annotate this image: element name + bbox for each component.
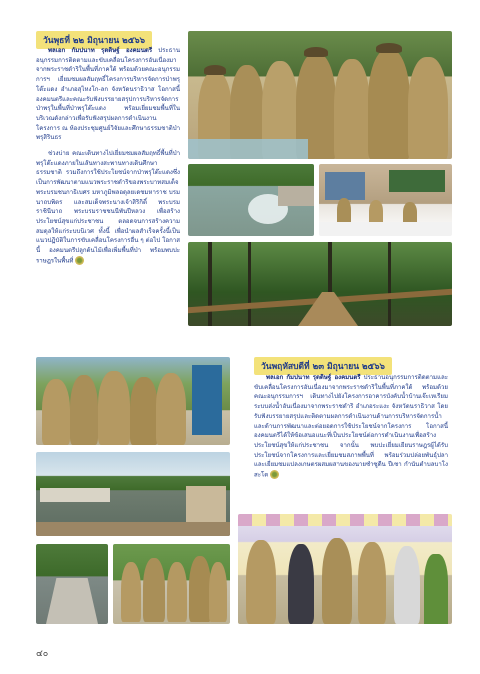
section1-text: [36, 46, 180, 266]
date-tag-2: วันพฤหัสบดีที่ ๒๓ มิถุนายน ๒๕๖๖: [254, 357, 392, 375]
section1-lead-name: พลเอก กัมปนาท รุดดิษฐ์ องคมนตรี: [48, 47, 153, 54]
photo-officials-outdoor: [36, 357, 230, 445]
section2-paragraph: ประธานอนุกรรมการติดตามและขับเคลื่อนโครงการอันเนื่องมาจากพระราชดำริในพื้นที่ภาคใต้ พร้อมด้วยคณะอนุกรรมการฯ เดินทางไปยังโครงการอาคารบังคับน้ำบ้านเจ๊ะเหเรียมระบบส่งน้ำอันเนื่องมาจากพระราชดำริ อำเภอระแงะ จังหวัดนราธิวาส โดยรับฟังบรรยายสรุปและติดตามผลการดำเนินงานด้านการบริหารจัดการน้ำ และด้านการพัฒนาและต่อยอดการใช้ประโยชน์จากโครงการ โอกาสนี้ องคมนตรีได้ให้ข้อเสนอแนะที่เป็นประโยชน์ต่อการดำเนินงานเพื่อสร้างประโยชน์สุขให้แก่ประชาชน จากนั้น พบปะเยี่ยมเยียนราษฎรผู้ได้รับประโยชน์จากโครงการและเยี่ยมชมสภาพพื้นที่ พร้อมร่วมปล่อยพันธุ์ปลา และเยี่ยมชมแปลงเกษตรผสมผสานของนายซำซูดีน ปีเซา กำนันตำบลบาโงสะโต: [254, 374, 449, 479]
section1-paragraph2: ช่วงบ่าย คณะเดินทางไปเยี่ยมชมผลสัมฤทธิ์พื้นที่ป่าพรุโต๊ะแดงภายในเส้นทางสะพานทางเดินศึกษาธรรมชาติ รวมถึงการใช้ประโยชน์จากป่าพรุโต๊ะแดงซึ่งเป็นการพัฒนาตามแนวพระราชดำริของพระบาทสมเด็จพระบรมชนกาธิเบศร มหาภูมิพลอดุลยเดชมหาราช บรมนาถบพิตร และสมเด็จพระนางเจ้าสิริกิติ์ พระบรมราชินีนาถ พระบรมราชชนนีพันปีหลวง เพื่อสร้างประโยชน์สุขแก่ประชาชน ตลอดจนการสร้างความสมดุลให้แก่ระบบนิเวศ ทั้งนี้ เพื่อนำผลสำเร็จครั้งนี้เป็นแนวปฏิบัติในการขับเคลื่อนโครงการอื่น ๆ ต่อไป โอกาสนี้ องคมนตรีปลูกต้นไม้เพื่อเพิ่มพื้นที่ป่า พร้อมพบปะราษฎรในพื้นที่: [36, 150, 180, 265]
section2-lead-name: พลเอก กัมปนาท รุดดิษฐ์ องคมนตรี: [266, 374, 361, 381]
date-tag-1: วันพุธที่ ๒๒ มิถุนายน ๒๕๖๖: [36, 31, 152, 49]
logo-emblem-icon: [270, 470, 279, 479]
page-number: ๔๐: [36, 649, 49, 659]
photo-boardwalk: [188, 242, 452, 326]
section1-paragraph1: ประธานอนุกรรมการติดตามและขับเคลื่อนโครงการอันเนื่องมาจากพระราชดำริในพื้นที่ภาคใต้ พร้อมด้วยคณะอนุกรรมการฯ เยี่ยมชมผลสัมฤทธิ์โครงการบริหารจัดการป่าพรุโต๊ะแดง อำเภอสุไหงโก-ลก จังหวัดนราธิวาส โอกาสนี้ องคมนตรีและคณะรับฟังบรรยายสรุปการบริหารจัดการป่าพรุในพื้นที่ป่าพรุโต๊ะแดง พร้อมเยี่ยมชมพื้นที่ในบริเวณดังกล่าวเพื่อรับฟังสรุปผลการดำเนินงานโครงการ ณ ห้องประชุมศูนย์วิจัยและศึกษาธรรมชาติป่าพรุสิรินธร: [36, 47, 181, 142]
photo-officials-walking: [113, 544, 230, 624]
section2-text: [254, 373, 448, 480]
photo-exhibition-tent: [238, 514, 452, 624]
photo-water-gate: [188, 164, 314, 236]
photo-meeting-room: [319, 164, 452, 236]
photo-officials-group: [188, 31, 452, 159]
photo-canal: [36, 544, 108, 624]
photo-river-gate: [36, 452, 230, 536]
logo-emblem-icon: [75, 256, 84, 265]
